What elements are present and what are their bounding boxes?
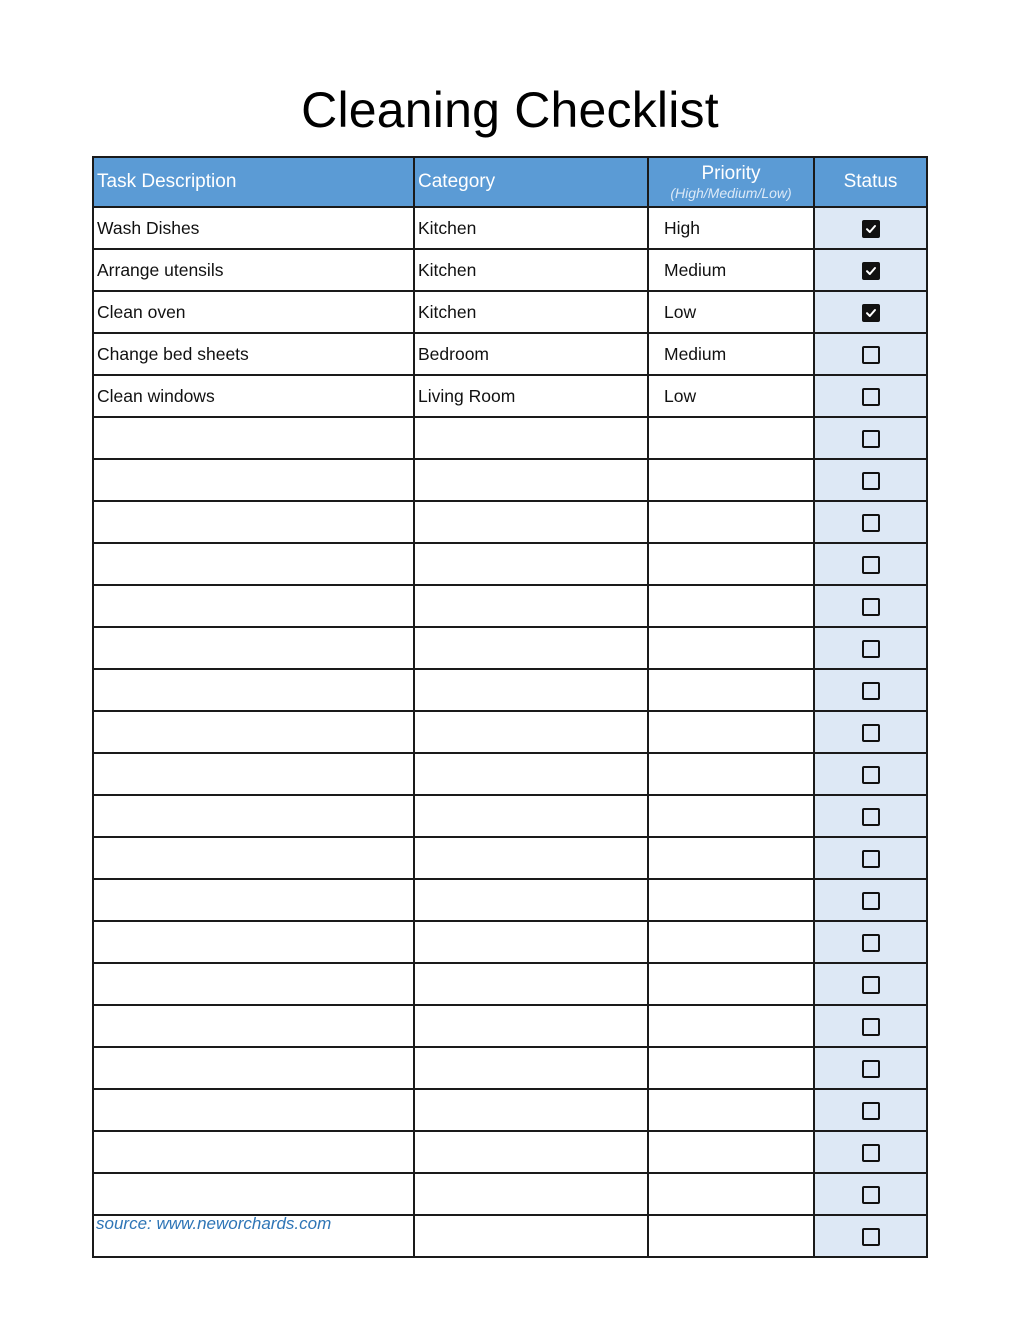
checkbox-icon[interactable] bbox=[862, 808, 880, 826]
category-cell[interactable]: Kitchen bbox=[414, 291, 648, 333]
checkbox-icon[interactable] bbox=[862, 1060, 880, 1078]
task-description-cell[interactable] bbox=[93, 1005, 414, 1047]
table-row bbox=[93, 921, 927, 963]
priority-cell[interactable] bbox=[648, 711, 814, 753]
table-row bbox=[93, 1005, 927, 1047]
table-row bbox=[93, 375, 927, 417]
table-row bbox=[93, 627, 927, 669]
task-description-cell[interactable] bbox=[93, 921, 414, 963]
checkbox-icon[interactable] bbox=[862, 1018, 880, 1036]
task-description-cell[interactable] bbox=[93, 963, 414, 1005]
table-row bbox=[93, 837, 927, 879]
task-description-cell[interactable] bbox=[93, 669, 414, 711]
category-cell[interactable]: Kitchen bbox=[414, 249, 648, 291]
category-cell[interactable] bbox=[414, 459, 648, 501]
table-row bbox=[93, 207, 927, 249]
checkbox-icon[interactable] bbox=[862, 892, 880, 910]
checkbox-icon[interactable] bbox=[862, 934, 880, 952]
table-row bbox=[93, 249, 927, 291]
checklist-body bbox=[93, 207, 927, 1257]
checked-checkbox-icon[interactable] bbox=[862, 220, 880, 238]
priority-cell[interactable] bbox=[648, 1047, 814, 1089]
priority-cell[interactable] bbox=[648, 963, 814, 1005]
status-cell bbox=[814, 879, 927, 921]
task-description-cell[interactable] bbox=[93, 417, 414, 459]
checkbox-icon[interactable] bbox=[862, 724, 880, 742]
status-cell bbox=[814, 837, 927, 879]
status-cell bbox=[814, 795, 927, 837]
source-note: source: www.neworchards.com bbox=[96, 1214, 332, 1233]
table-row bbox=[93, 585, 927, 627]
status-cell bbox=[814, 291, 927, 333]
category-cell[interactable] bbox=[414, 585, 648, 627]
priority-cell[interactable] bbox=[648, 753, 814, 795]
task-description-cell[interactable] bbox=[93, 543, 414, 585]
status-cell bbox=[814, 1173, 927, 1215]
table-row bbox=[93, 753, 927, 795]
checked-checkbox-icon[interactable] bbox=[862, 262, 880, 280]
priority-cell[interactable] bbox=[648, 501, 814, 543]
category-cell[interactable] bbox=[414, 795, 648, 837]
category-cell[interactable] bbox=[414, 963, 648, 1005]
task-description-cell[interactable] bbox=[93, 1047, 414, 1089]
status-cell bbox=[814, 249, 927, 291]
checkbox-icon[interactable] bbox=[862, 472, 880, 490]
category-cell[interactable] bbox=[414, 501, 648, 543]
priority-cell[interactable]: Low bbox=[648, 375, 814, 417]
table-row bbox=[93, 1173, 927, 1215]
task-description-cell[interactable] bbox=[93, 1173, 414, 1215]
table-row bbox=[93, 795, 927, 837]
checkbox-icon[interactable] bbox=[862, 640, 880, 658]
category-cell[interactable] bbox=[414, 1005, 648, 1047]
task-description-cell[interactable] bbox=[93, 711, 414, 753]
table-row bbox=[93, 963, 927, 1005]
category-cell[interactable] bbox=[414, 1131, 648, 1173]
status-cell bbox=[814, 543, 927, 585]
task-description-cell[interactable] bbox=[93, 879, 414, 921]
priority-cell[interactable]: High bbox=[648, 207, 814, 249]
priority-cell[interactable] bbox=[648, 585, 814, 627]
task-description-cell[interactable]: Clean oven bbox=[93, 291, 414, 333]
checkbox-icon[interactable] bbox=[862, 682, 880, 700]
category-cell[interactable] bbox=[414, 1215, 648, 1257]
priority-cell[interactable] bbox=[648, 669, 814, 711]
task-description-cell[interactable]: Wash Dishes bbox=[93, 207, 414, 249]
column-header-status: Status bbox=[814, 157, 927, 207]
checkbox-icon[interactable] bbox=[862, 766, 880, 784]
table-row bbox=[93, 1131, 927, 1173]
priority-cell[interactable]: Medium bbox=[648, 249, 814, 291]
category-cell[interactable]: Kitchen bbox=[414, 207, 648, 249]
category-cell[interactable]: Living Room bbox=[414, 375, 648, 417]
checkbox-icon[interactable] bbox=[862, 598, 880, 616]
priority-cell[interactable] bbox=[648, 1005, 814, 1047]
category-cell[interactable] bbox=[414, 921, 648, 963]
category-cell[interactable] bbox=[414, 711, 648, 753]
status-cell bbox=[814, 1005, 927, 1047]
category-cell[interactable] bbox=[414, 753, 648, 795]
status-cell bbox=[814, 1089, 927, 1131]
column-header-category: Category bbox=[414, 157, 648, 207]
task-description-cell[interactable] bbox=[93, 585, 414, 627]
category-cell[interactable] bbox=[414, 837, 648, 879]
checkbox-icon[interactable] bbox=[862, 1144, 880, 1162]
checkbox-icon[interactable] bbox=[862, 346, 880, 364]
task-description-cell[interactable]: Arrange utensils bbox=[93, 249, 414, 291]
task-description-cell[interactable] bbox=[93, 627, 414, 669]
table-row bbox=[93, 291, 927, 333]
status-cell bbox=[814, 375, 927, 417]
priority-cell[interactable]: Medium bbox=[648, 333, 814, 375]
table-row bbox=[93, 501, 927, 543]
category-cell[interactable] bbox=[414, 417, 648, 459]
task-description-cell[interactable] bbox=[93, 795, 414, 837]
table-row bbox=[93, 543, 927, 585]
category-cell[interactable] bbox=[414, 1089, 648, 1131]
checkbox-icon[interactable] bbox=[862, 1186, 880, 1204]
checkbox-icon[interactable] bbox=[862, 1228, 880, 1246]
category-cell[interactable] bbox=[414, 1173, 648, 1215]
task-description-cell[interactable] bbox=[93, 1089, 414, 1131]
priority-cell[interactable] bbox=[648, 459, 814, 501]
priority-cell[interactable] bbox=[648, 921, 814, 963]
priority-cell[interactable] bbox=[648, 417, 814, 459]
table-row bbox=[93, 1089, 927, 1131]
status-cell bbox=[814, 1131, 927, 1173]
table-row bbox=[93, 459, 927, 501]
category-cell[interactable] bbox=[414, 627, 648, 669]
table-row bbox=[93, 711, 927, 753]
status-cell bbox=[814, 963, 927, 1005]
table-header-row bbox=[93, 157, 927, 207]
priority-cell[interactable] bbox=[648, 879, 814, 921]
column-header-task: Task Description bbox=[93, 157, 414, 207]
status-cell bbox=[814, 669, 927, 711]
column-header-priority bbox=[648, 157, 814, 207]
status-cell bbox=[814, 501, 927, 543]
status-cell bbox=[814, 333, 927, 375]
task-description-cell[interactable] bbox=[93, 837, 414, 879]
priority-cell[interactable] bbox=[648, 1173, 814, 1215]
status-cell bbox=[814, 585, 927, 627]
checkbox-icon[interactable] bbox=[862, 1102, 880, 1120]
category-cell[interactable] bbox=[414, 543, 648, 585]
checkbox-icon[interactable] bbox=[862, 430, 880, 448]
priority-header-label: Priority bbox=[701, 163, 761, 184]
status-cell bbox=[814, 1215, 927, 1257]
category-cell[interactable] bbox=[414, 1047, 648, 1089]
status-cell bbox=[814, 711, 927, 753]
checkbox-icon[interactable] bbox=[862, 556, 880, 574]
table-row bbox=[93, 669, 927, 711]
checklist-table bbox=[92, 156, 928, 1258]
status-cell bbox=[814, 753, 927, 795]
status-cell bbox=[814, 1047, 927, 1089]
task-description-cell[interactable] bbox=[93, 459, 414, 501]
status-cell bbox=[814, 417, 927, 459]
table-row bbox=[93, 879, 927, 921]
priority-header-hint: (High/Medium/Low) bbox=[670, 185, 792, 201]
checkbox-icon[interactable] bbox=[862, 976, 880, 994]
priority-cell[interactable] bbox=[648, 837, 814, 879]
task-description-cell[interactable] bbox=[93, 753, 414, 795]
table-row bbox=[93, 1047, 927, 1089]
status-cell bbox=[814, 207, 927, 249]
status-cell bbox=[814, 459, 927, 501]
priority-cell[interactable] bbox=[648, 795, 814, 837]
category-cell[interactable] bbox=[414, 879, 648, 921]
task-description-cell[interactable] bbox=[93, 1131, 414, 1173]
checked-checkbox-icon[interactable] bbox=[862, 304, 880, 322]
task-description-cell[interactable]: Clean windows bbox=[93, 375, 414, 417]
priority-cell[interactable] bbox=[648, 1215, 814, 1257]
priority-cell[interactable]: Low bbox=[648, 291, 814, 333]
table-row bbox=[93, 417, 927, 459]
category-cell[interactable] bbox=[414, 669, 648, 711]
priority-cell[interactable] bbox=[648, 543, 814, 585]
task-description-cell[interactable]: Change bed sheets bbox=[93, 333, 414, 375]
category-cell[interactable]: Bedroom bbox=[414, 333, 648, 375]
page-title: Cleaning Checklist bbox=[301, 82, 719, 138]
table-row bbox=[93, 333, 927, 375]
status-cell bbox=[814, 921, 927, 963]
checkbox-icon[interactable] bbox=[862, 388, 880, 406]
status-cell bbox=[814, 627, 927, 669]
checkbox-icon[interactable] bbox=[862, 850, 880, 868]
priority-cell[interactable] bbox=[648, 1089, 814, 1131]
checkbox-icon[interactable] bbox=[862, 514, 880, 532]
priority-cell[interactable] bbox=[648, 627, 814, 669]
task-description-cell[interactable] bbox=[93, 501, 414, 543]
priority-cell[interactable] bbox=[648, 1131, 814, 1173]
